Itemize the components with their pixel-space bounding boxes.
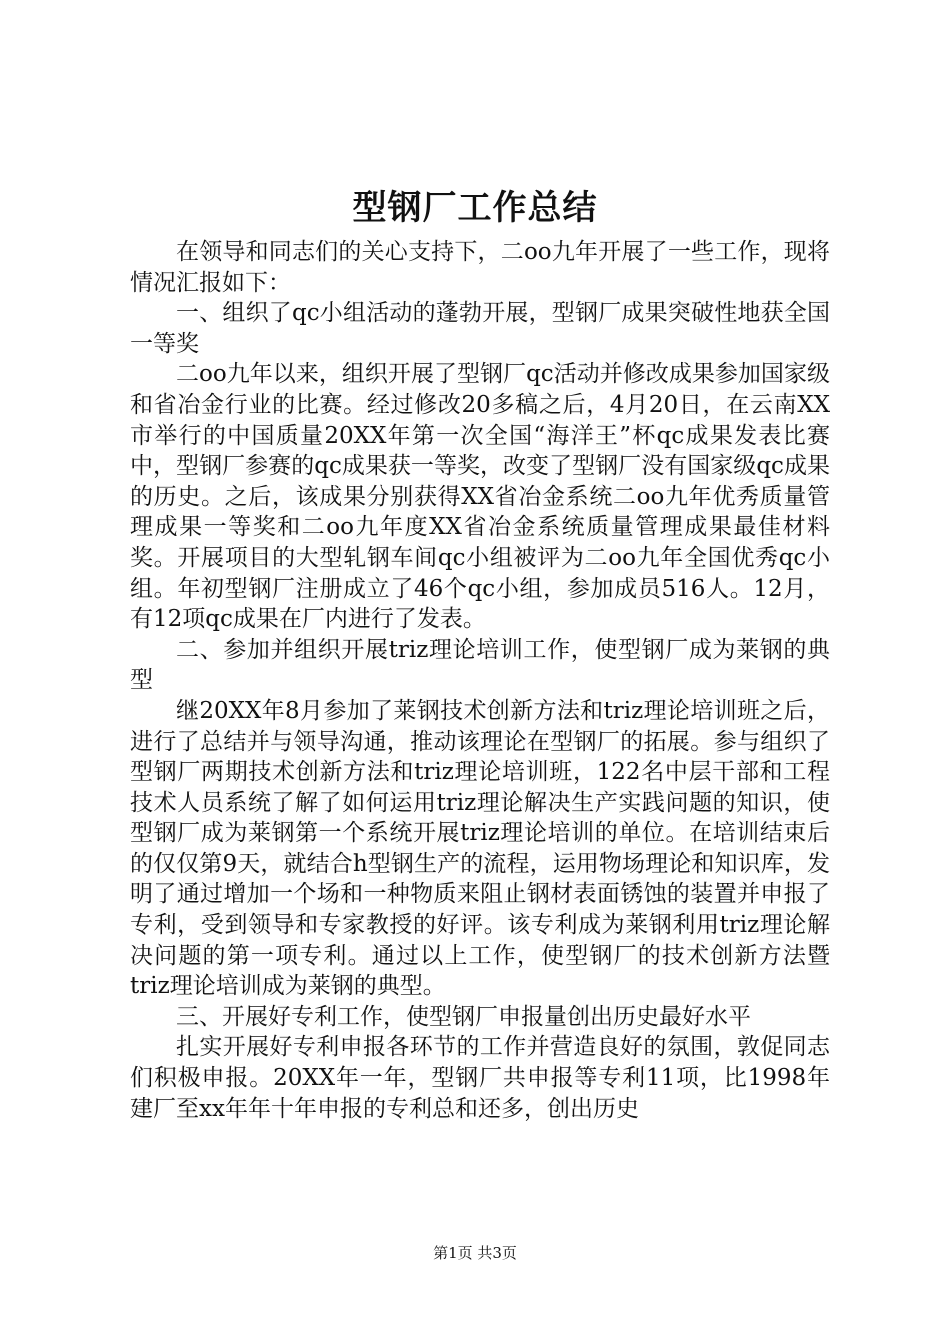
section-heading-3: 三、开展好专利工作，使型钢厂申报量创出历史最好水平: [176, 1003, 751, 1030]
paragraph-section-2: 继20XX年8月参加了莱钢技术创新方法和triz理论培训班之后，进行了总结并与领导沟通，推动该理论在型钢厂的拓展。参与组织了型钢厂两期技术创新方法和triz理论培训班，122名中层干部和工程技术人员系统了解了如何运用triz理论解决生产实践问题的知识，使型钢厂成为莱钢第一个系统开展triz理论培训的单位。在培训结束后的仅仅第9天，就结合h型钢生产的流程，运用物场理论和知识库，发明了通过增加一个场和一种物质来阻止钢材表面锈蚀的装置并申报了专利，受到领导和专家教授的好评。该专利成为莱钢利用triz理论解决问题的第一项专利。通过以上工作，使型钢厂的技术创新方法暨triz理论培训成为莱钢的典型。: [130, 697, 830, 1000]
paragraph-intro: 在领导和同志们的关心支持下，二oo九年开展了一些工作，现将情况汇报如下：: [130, 239, 830, 296]
section-heading-1: 一、组织了qc小组活动的蓬勃开展，型钢厂成果突破性地获全国一等奖: [130, 300, 830, 357]
paragraph-section-1: 二oo九年以来，组织开展了型钢厂qc活动并修改成果参加国家级和省冶金行业的比赛。经过修改20多稿之后，4月20日，在云南XX市举行的中国质量20XX年第一次全国“海洋王”杯qc成果发表比赛中，型钢厂参赛的qc成果获一等奖，改变了型钢厂没有国家级qc成果的历史。之后，该成果分别获得XX省冶金系统二oo九年优秀质量管理成果一等奖和二oo九年度XX省冶金系统质量管理成果最佳材料奖。开展项目的大型轧钢车间qc小组被评为二oo九年全国优秀qc小组。年初型钢厂注册成立了46个qc小组，参加成员516人。12月，有12项qc成果在厂内进行了发表。: [130, 361, 830, 633]
page-number-footer: 第1页 共3页: [433, 1244, 517, 1262]
document-title: 型钢厂工作总结: [352, 188, 598, 228]
document-body: [130, 237, 830, 1124]
section-heading-2: 二、参加并组织开展triz理论培训工作，使型钢厂成为莱钢的典型: [130, 636, 830, 694]
paragraph-section-3: 扎实开展好专利申报各环节的工作并营造良好的氛围，敦促同志们积极申报。20XX年一年，型钢厂共申报等专利11项，比1998年建厂至xx年年十年申报的专利总和还多，创出历史: [130, 1034, 830, 1122]
